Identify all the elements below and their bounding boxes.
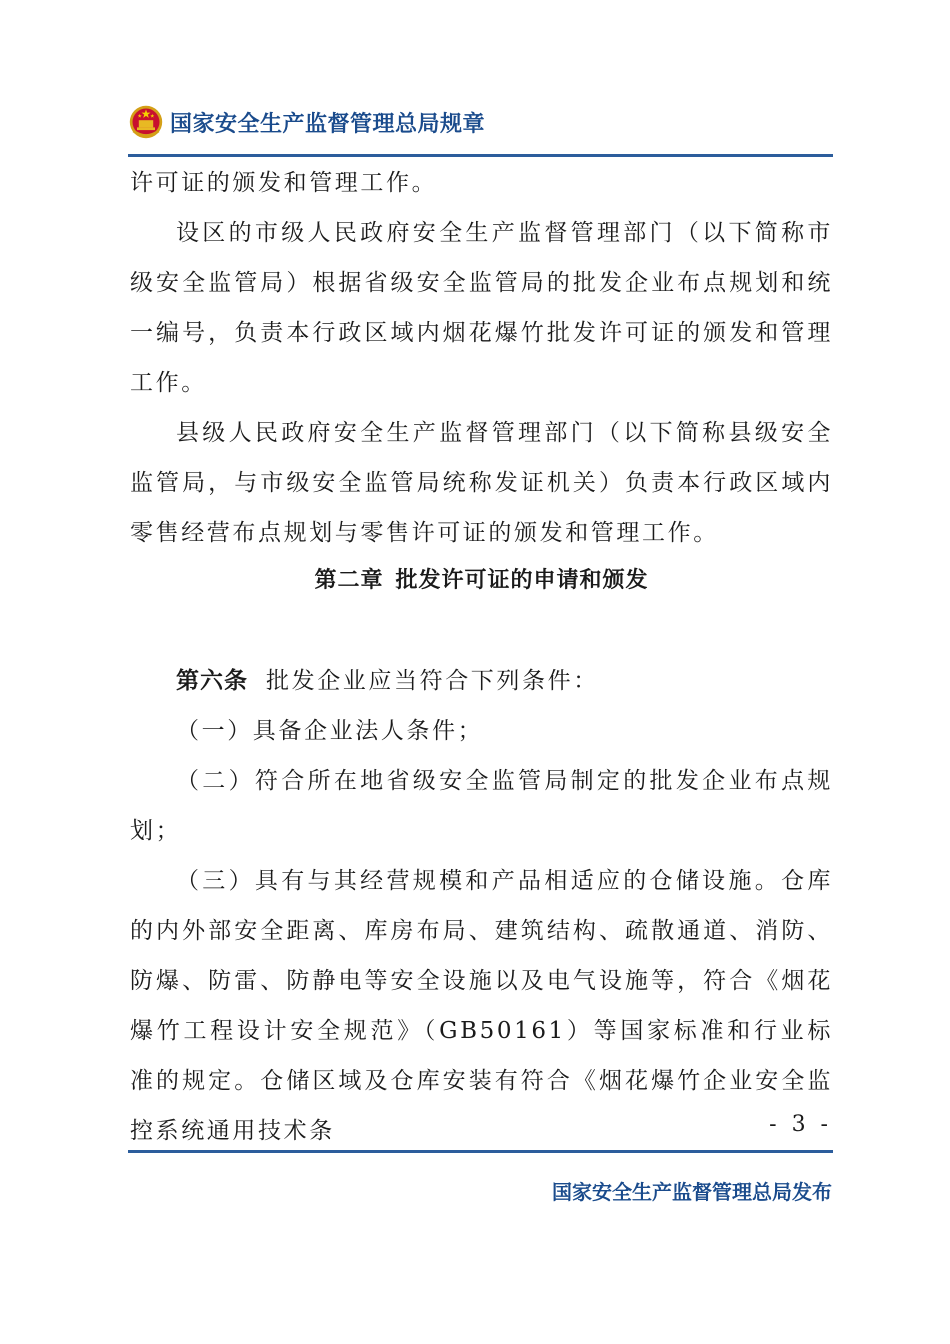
paragraph: 设区的市级人民政府安全生产监督管理部门（以下简称市级安全监管局）根据省级安全监管局的批发企业布点规划和统一编号，负责本行政区域内烟花爆竹批发许可证的颁发和管理工作。 bbox=[130, 220, 833, 396]
article-intro: 批发企业应当符合下列条件： bbox=[266, 668, 599, 694]
chapter-number: 第二章 bbox=[314, 568, 384, 593]
article-intro-line bbox=[130, 656, 833, 706]
article-item: （一）具备企业法人条件； bbox=[176, 718, 484, 744]
header-divider bbox=[128, 154, 833, 157]
article-label: 第六条 bbox=[176, 668, 248, 694]
page-header bbox=[128, 98, 838, 146]
paragraph: 县级人民政府安全生产监督管理部门（以下简称县级安全监管局，与市级安全监管局统称发证机关）负责本行政区域内零售经营布点规划与零售许可证的颁发和管理工作。 bbox=[130, 420, 833, 546]
footer-divider bbox=[128, 1150, 833, 1153]
page-number: - 3 - bbox=[769, 1112, 832, 1137]
header-title: 国家安全生产监督管理总局规章 bbox=[170, 111, 486, 137]
footer-publisher: 国家安全生产监督管理总局发布 bbox=[552, 1180, 832, 1204]
article-item: （三）具有与其经营规模和产品相适应的仓储设施。仓库的内外部安全距离、库房布局、建筑结构、疏散通道、消防、防爆、防雷、防静电等安全设施以及电气设施等，符合《烟花爆竹工程设计安全规范》（GB50161）等国家标准和行业标准的规定。仓储区域及仓库安装有符合《烟花爆竹企业安全监控系统通用技术条 bbox=[130, 868, 833, 1144]
article-item: （二）符合所在地省级安全监管局制定的批发企业布点规划； bbox=[130, 768, 833, 844]
document-body bbox=[130, 158, 833, 558]
national-emblem-icon bbox=[128, 104, 164, 140]
paragraph-continuation: 许可证的颁发和管理工作。 bbox=[130, 170, 438, 196]
article-six bbox=[130, 656, 833, 1156]
chapter-title: 批发许可证的申请和颁发 bbox=[395, 568, 649, 593]
chapter-heading bbox=[130, 556, 833, 606]
